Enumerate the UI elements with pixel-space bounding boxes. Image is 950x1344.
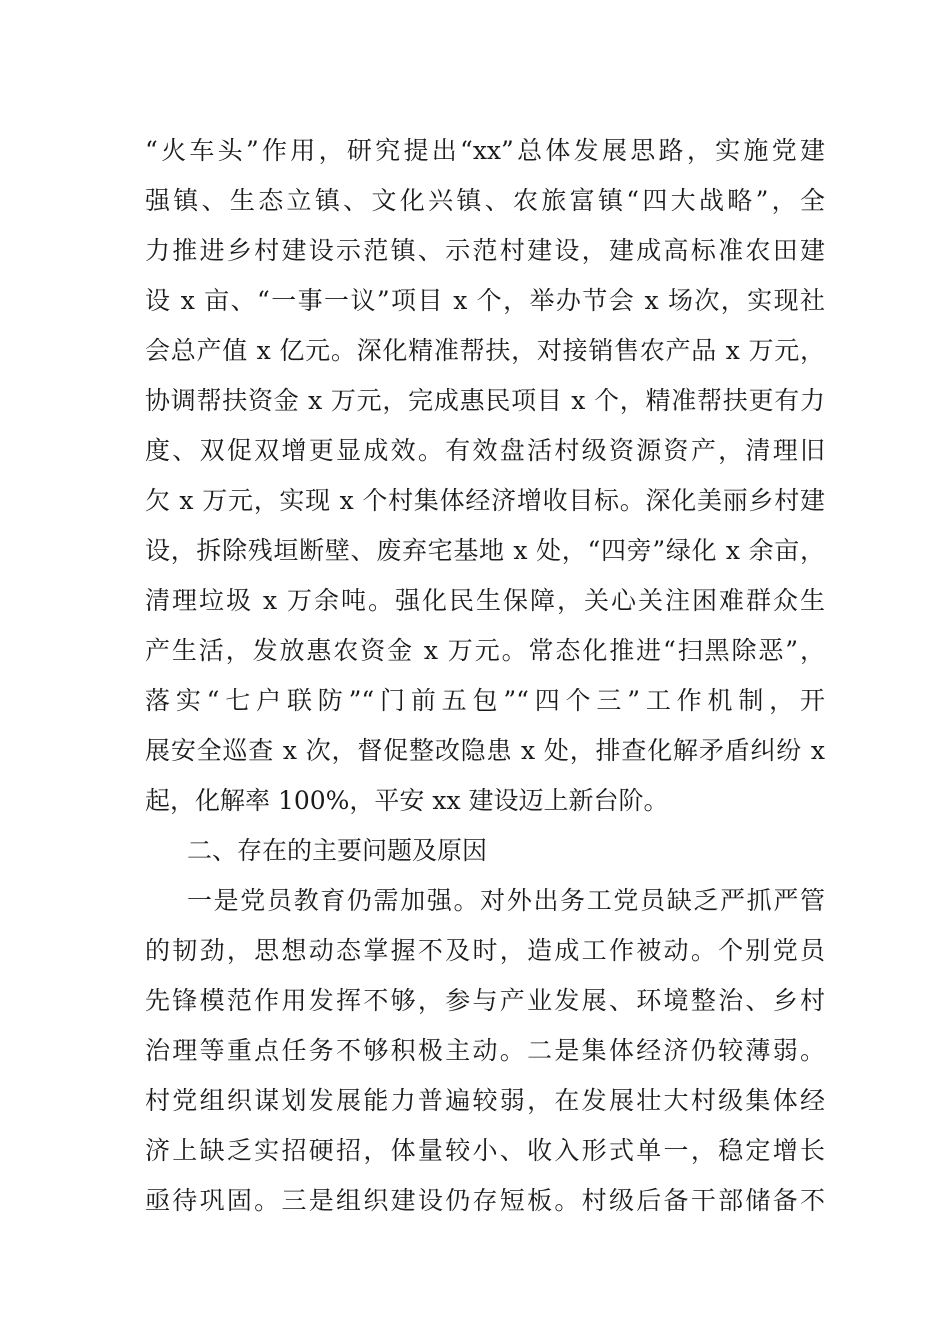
text-line: 设，拆除残垣断壁、废弃宅基地 x 处，“四旁”绿化 x 余亩， [145, 536, 825, 565]
paragraph-problems [145, 876, 825, 1226]
text-line: 协调帮扶资金 x 万元，完成惠民项目 x 个，精准帮扶更有力 [145, 386, 825, 415]
text-line: 亟待巩固。三是组织建设仍存短板。村级后备干部储备不 [145, 1186, 825, 1215]
text-line: 力推进乡村建设示范镇、示范村建设，建成高标准农田建 [145, 236, 825, 265]
text-line: 强镇、生态立镇、文化兴镇、农旅富镇“四大战略”，全 [145, 186, 825, 215]
text-line: 村党组织谋划发展能力普遍较弱，在发展壮大村级集体经 [145, 1086, 825, 1115]
text-line: 一是党员教育仍需加强。对外出务工党员缺乏严抓严管 [187, 886, 825, 915]
document-body [145, 126, 825, 1226]
text-line: 展安全巡查 x 次，督促整改隐患 x 处，排查化解矛盾纠纷 x [145, 736, 825, 765]
text-line: 清理垃圾 x 万余吨。强化民生保障，关心关注困难群众生 [145, 586, 825, 615]
text-line: 起，化解率 100%，平安 xx 建设迈上新台阶。 [145, 786, 669, 815]
text-line: 欠 x 万元，实现 x 个村集体经济增收目标。深化美丽乡村建 [145, 486, 825, 515]
text-line: 落实“七户联防”“门前五包”“四个三”工作机制，开 [145, 686, 825, 715]
text-line: 治理等重点任务不够积极主动。二是集体经济仍较薄弱。 [145, 1036, 825, 1065]
text-line: 的韧劲，思想动态掌握不及时，造成工作被动。个别党员 [145, 936, 825, 965]
text-line: 度、双促双增更显成效。有效盘活村级资源资产，清理旧 [145, 436, 825, 465]
text-line: 产生活，发放惠农资金 x 万元。常态化推进“扫黑除恶”， [145, 636, 825, 665]
paragraph-achievements [145, 126, 825, 826]
text-line: 先锋模范作用发挥不够，参与产业发展、环境整治、乡村 [145, 986, 825, 1015]
text-line: 会总产值 x 亿元。深化精准帮扶，对接销售农产品 x 万元， [145, 336, 825, 365]
text-line: “火车头”作用，研究提出“xx”总体发展思路，实施党建 [145, 136, 825, 165]
section-heading: 二、存在的主要问题及原因 [187, 836, 488, 865]
text-line: 济上缺乏实招硬招，体量较小、收入形式单一，稳定增长 [145, 1136, 825, 1165]
text-line: 设 x 亩、“一事一议”项目 x 个，举办节会 x 场次，实现社 [145, 286, 825, 315]
